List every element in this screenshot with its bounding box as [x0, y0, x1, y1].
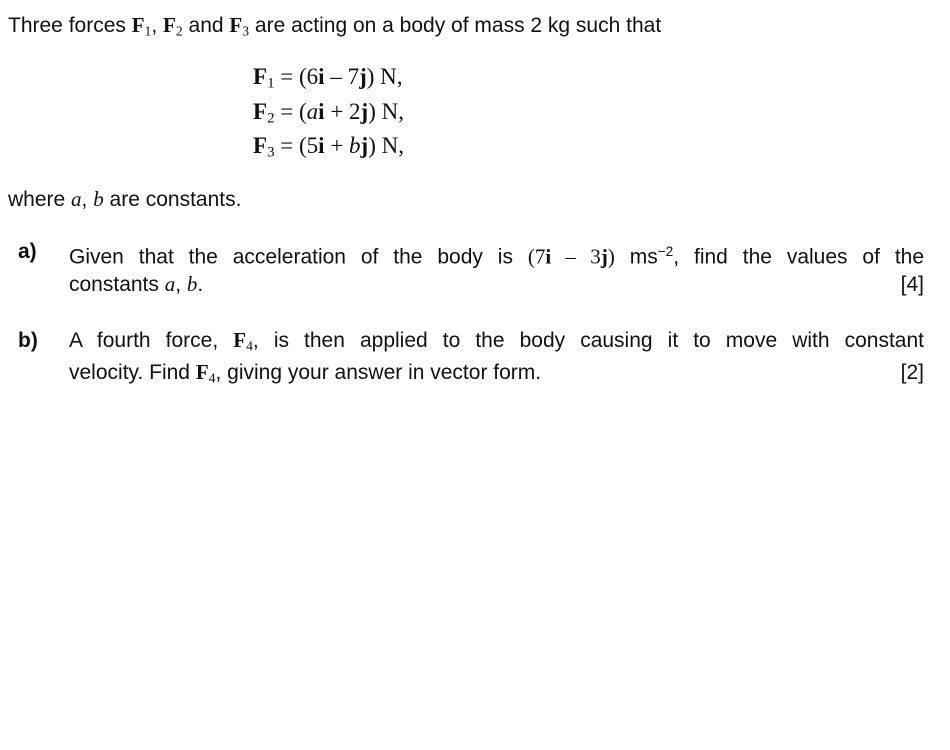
text: Given that the acceleration of the body is [69, 245, 528, 269]
force-symbol: F [163, 13, 176, 37]
part-body [69, 238, 924, 298]
text: , find the values of the [673, 245, 925, 269]
marks: [2] [900, 361, 924, 385]
conjunction: and [182, 14, 230, 37]
acceleration-close: ) [607, 244, 615, 269]
eq-lhs: F [253, 64, 268, 89]
constant-a: a [164, 271, 176, 296]
part-b-line-2 [69, 359, 924, 391]
where-text: are constants. [103, 188, 242, 211]
part-label: a) [18, 240, 37, 263]
force-equations [253, 63, 404, 167]
equation-f1 [253, 63, 404, 98]
intro-text: Three forces [8, 14, 132, 37]
eq-subscript: 2 [267, 110, 275, 127]
text: velocity. Find [69, 361, 196, 385]
eq-part: = ( [274, 98, 307, 124]
force-symbol: F [131, 13, 145, 37]
intro-sentence [8, 13, 661, 39]
eq-lhs: F [253, 98, 268, 124]
text-group [69, 271, 203, 298]
eq-part: + [324, 133, 350, 159]
equation-f2 [253, 98, 404, 133]
eq-part: – 7 [324, 64, 360, 89]
constant-a: a [71, 187, 82, 211]
unit: ms [614, 245, 658, 269]
force-symbol: F [195, 360, 209, 385]
separator: , [175, 272, 187, 296]
force-symbol: F [229, 13, 243, 37]
constant-a: a [306, 98, 319, 124]
eq-part: = (6 [274, 64, 319, 89]
unit-vector-i: i [318, 133, 325, 159]
force-symbol: F [233, 328, 247, 352]
force-subscript: 4 [246, 338, 253, 354]
eq-part: + 2 [324, 98, 361, 124]
unit-exponent: −2 [657, 244, 674, 259]
marks: [4] [900, 272, 924, 296]
unit-vector-i: i [318, 64, 325, 89]
eq-subscript: 1 [267, 75, 275, 92]
acceleration-mid: – 3 [551, 244, 601, 269]
text: A fourth force, [69, 329, 234, 352]
eq-part: ) N, [368, 133, 404, 159]
question-part-a [18, 238, 924, 298]
eq-lhs: F [253, 133, 268, 159]
separator: , [81, 188, 94, 211]
text: , is then applied to the body causing it to move with constant [252, 329, 924, 352]
unit-vector-i: i [545, 244, 552, 269]
part-body [69, 327, 924, 392]
part-a-line-2 [69, 271, 924, 298]
unit-vector-j: j [600, 244, 608, 269]
part-label: b) [18, 329, 38, 352]
constant-b: b [349, 133, 361, 159]
constant-b: b [93, 187, 104, 211]
unit-vector-j: j [359, 64, 367, 89]
force-subscript: 2 [175, 23, 183, 39]
force-subscript: 4 [208, 370, 216, 386]
text-group [69, 359, 541, 391]
eq-subscript: 3 [267, 145, 275, 162]
intro-text: are acting on a body of mass 2 kg such that [249, 14, 662, 37]
unit-vector-j: j [360, 133, 369, 159]
force-subscript: 1 [144, 23, 152, 39]
constants-note [8, 187, 241, 212]
unit-vector-j: j [360, 98, 369, 124]
equation-f3 [253, 132, 404, 167]
text: , giving your answer in vector form. [215, 361, 542, 385]
separator: , [151, 14, 164, 37]
part-b-line-1 [69, 327, 924, 359]
question-part-b [18, 327, 924, 392]
unit-vector-i: i [318, 98, 325, 124]
constant-b: b [186, 271, 198, 296]
part-a-line-1 [69, 238, 924, 271]
period: . [197, 272, 204, 296]
acceleration-open: (7 [527, 244, 546, 269]
where-text: where [8, 188, 72, 211]
text: constants [69, 272, 165, 296]
eq-part: ) N, [366, 64, 403, 89]
eq-part: = (5 [274, 133, 319, 159]
force-subscript: 3 [242, 23, 250, 39]
eq-part: ) N, [368, 98, 404, 124]
